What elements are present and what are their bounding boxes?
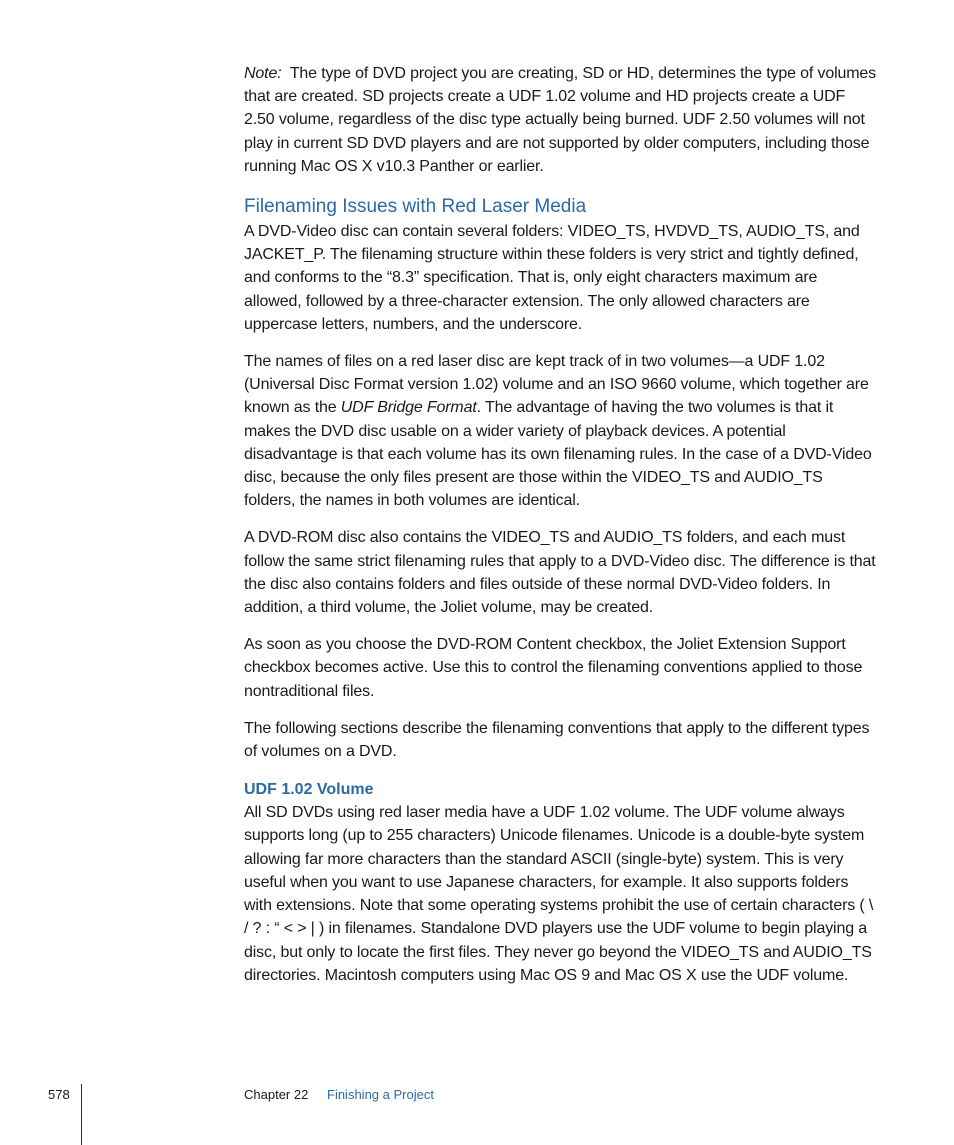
- section-paragraph-2: [244, 350, 876, 512]
- section-paragraph-2-end: . The advantage of having the two volumes is that it makes the DVD disc usable on a wider variety of playback devices. A potential disadvantage is that each volume has its own filenaming rules. In the case of a DVD-Video disc, because the only files present are those within the VIDEO_TS and AUDIO_TS folders, the names in both volumes are identical.: [244, 399, 872, 510]
- page-number: 578: [48, 1087, 70, 1102]
- section-paragraph-1: A DVD-Video disc can contain several folders: VIDEO_TS, HVDVD_TS, AUDIO_TS, and JACKET_P. The filenaming structure within these folders is very strict and tightly defined, and conforms to the “8.3” specification. That is, only eight characters maximum are allowed, followed by a three-character extension. The only allowed characters are uppercase letters, numbers, and the underscore.: [244, 223, 860, 333]
- note-text: The type of DVD project you are creating, SD or HD, determines the type of volumes that are created. SD projects create a UDF 1.02 volume and HD projects create a UDF 2.50 volume, regardless of the disc type actually being burned. UDF 2.50 volumes will not play in current SD DVD players and are not supported by older computers, including those running Mac OS X v10.3 Panther or earlier.: [244, 65, 877, 175]
- note-lead: Note:: [244, 65, 282, 82]
- section-paragraph-4: As soon as you choose the DVD-ROM Content checkbox, the Joliet Extension Support checkbox becomes active. Use this to control the filenaming conventions applied to those nontraditional files.: [244, 636, 863, 700]
- section-paragraph-3: A DVD-ROM disc also contains the VIDEO_TS and AUDIO_TS folders, and each must follow the same strict filenaming rules that apply to a DVD-Video disc. The difference is that the disc also contains folders and files outside of these normal DVD-Video folders. In addition, a third volume, the Joliet volume, may be created.: [244, 529, 876, 617]
- subsection-heading: UDF 1.02 Volume: [244, 781, 374, 799]
- section-paragraph-2-start: The names of files on a red laser disc are kept track of in two volumes—a UDF 1.02 (Universal Disc Format version 1.02) volume and an ISO 9660 volume, which together are known as the: [244, 353, 869, 417]
- page-body: [244, 62, 876, 1001]
- udf-bridge-format-term: UDF Bridge Format: [340, 399, 477, 417]
- footer-chapter: Chapter 22: [244, 1087, 309, 1102]
- section-paragraph-5: The following sections describe the filenaming conventions that apply to the different types of volumes on a DVD.: [244, 719, 870, 761]
- section-heading: Filenaming Issues with Red Laser Media: [244, 196, 587, 218]
- footer-chapter-title: Finishing a Project: [327, 1087, 434, 1102]
- note-paragraph: [244, 62, 876, 178]
- footer-divider: [81, 1084, 82, 1145]
- subsection-paragraph-1: All SD DVDs using red laser media have a UDF 1.02 volume. The UDF volume always supports long (up to 255 characters) Unicode filenames. Unicode is a double-byte system allowing far more characters than the standard ASCII (single-byte) system. This is very useful when you want to use Japanese characters, for example. It also supports folders with extensions. Note that some operating systems prohibit the use of certain characters ( \ / ? : “ < > | ) in filenames. Standalone DVD players use the UDF volume to begin playing a disc, but only to locate the first files. They never go beyond the VIDEO_TS and AUDIO_TS directories. Macintosh computers using Mac OS 9 and Mac OS X use the UDF volume.: [244, 804, 874, 984]
